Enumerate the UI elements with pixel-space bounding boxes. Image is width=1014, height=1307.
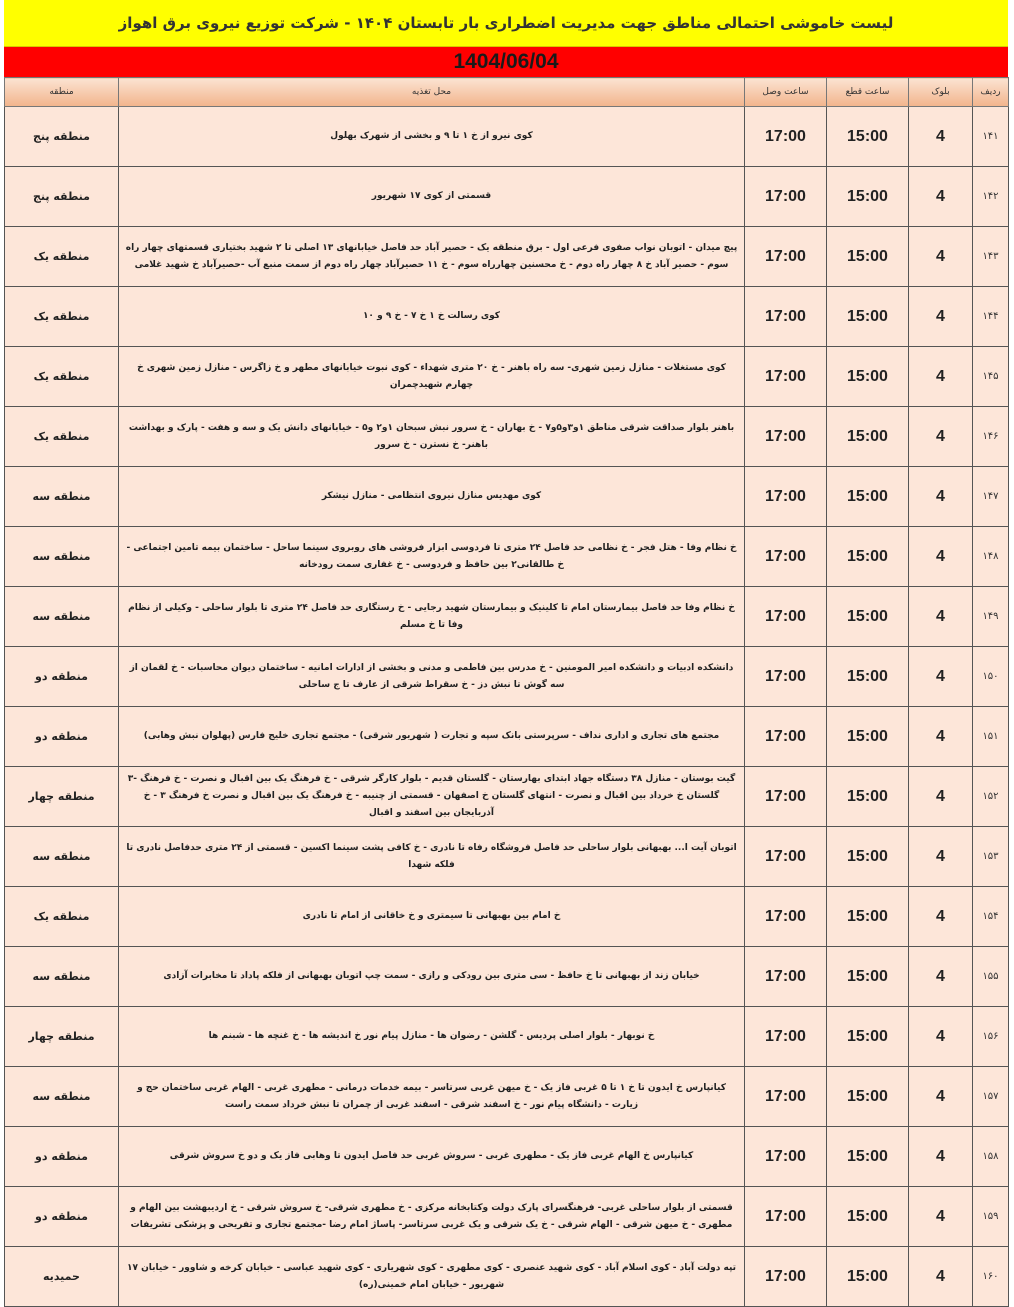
reconnect-time-cell: 17:00: [745, 1007, 827, 1067]
location-cell: کوی مهدیس منازل نیروی انتظامی - منازل نیشکر: [119, 467, 745, 527]
region-cell: حمیدیه: [5, 1247, 119, 1307]
row-number-cell: ۱۴۵: [973, 347, 1009, 407]
column-header-block: بلوک: [909, 78, 973, 107]
title-banner: [4, 0, 1008, 47]
location-cell: گیت بوستان - منازل ۳۸ دستگاه جهاد ابتدای بهارستان - گلستان قدیم - بلوار کارگر شرقی - خ فرهنگ یک بین اقبال و نصرت - خ فرهنگ -۳ گلستان خ خرداد بین اقبال و نصرت - انتهای گلستان خ اصفهان - قسمتی از چنیبه - خ فرهنگ یک بین اقبال و نصرت خ فرهنگ ۳ - خ آذربایجان بین اسفند و اقبال: [119, 767, 745, 827]
table-row: [5, 167, 1009, 227]
row-number-cell: ۱۵۵: [973, 947, 1009, 1007]
table-row: [5, 1007, 1009, 1067]
cut-time-cell: 15:00: [827, 947, 909, 1007]
location-cell: خ نظام وفا - هتل فجر - خ نظامی حد فاصل ۲۴ متری تا فردوسی ابزار فروشی های روبروی سینما ساحل - ساختمان بیمه تامین اجتماعی - خ طالقانی۲ بین حافظ و فردوسی - خ غفاری سمت رودخانه: [119, 527, 745, 587]
location-cell: پیچ میدان - اتوبان نواب صفوی فرعی اول - برق منطقه یک - حصیر آباد حد فاصل خیابانهای ۱۳ اصلی تا ۲ شهید بختیاری قسمتهای چهار راه سوم - حصیر آباد خ ۸ چهار راه دوم - خ محسنین چهارراه سوم - خ ۱۱ حصیرآباد چهار راه دوم از سمت منبع آب -حصیرآباد خ شهید غلامی: [119, 227, 745, 287]
location-cell: تپه دولت آباد - کوی اسلام آباد - کوی شهید عنصری - کوی مطهری - کوی شهریاری - کوی شهید عباسی - خیابان کرخه و شاوور - خیابان ۱۷ شهریور - خیابان امام خمینی(ره): [119, 1247, 745, 1307]
reconnect-time-cell: 17:00: [745, 347, 827, 407]
block-cell: 4: [909, 1187, 973, 1247]
reconnect-time-cell: 17:00: [745, 1067, 827, 1127]
block-cell: 4: [909, 1067, 973, 1127]
table-row: [5, 707, 1009, 767]
row-number-cell: ۱۶۰: [973, 1247, 1009, 1307]
table-row: [5, 227, 1009, 287]
location-cell: کوی رسالت خ ۱ خ ۷ - خ ۹ و ۱۰: [119, 287, 745, 347]
block-cell: 4: [909, 347, 973, 407]
column-header-cut-time: ساعت قطع: [827, 78, 909, 107]
row-number-cell: ۱۴۱: [973, 107, 1009, 167]
column-header-region: منطقه: [5, 78, 119, 107]
table-row: [5, 1187, 1009, 1247]
region-cell: منطقه سه: [5, 467, 119, 527]
region-cell: منطقه چهار: [5, 767, 119, 827]
region-cell: منطقه سه: [5, 947, 119, 1007]
region-cell: منطقه یک: [5, 287, 119, 347]
cut-time-cell: 15:00: [827, 347, 909, 407]
block-cell: 4: [909, 467, 973, 527]
location-cell: مجتمع های تجاری و اداری نداف - سرپرستی بانک سپه و تجارت ( شهریور شرقی) - مجتمع تجاری خلیج فارس (پهلوان نبش وهابی): [119, 707, 745, 767]
table-row: [5, 347, 1009, 407]
table-row: [5, 527, 1009, 587]
region-cell: منطقه دو: [5, 647, 119, 707]
cut-time-cell: 15:00: [827, 167, 909, 227]
block-cell: 4: [909, 887, 973, 947]
reconnect-time-cell: 17:00: [745, 767, 827, 827]
row-number-cell: ۱۵۷: [973, 1067, 1009, 1127]
reconnect-time-cell: 17:00: [745, 887, 827, 947]
block-cell: 4: [909, 1007, 973, 1067]
location-cell: کیانپارس خ ایدون تا خ ۱ تا ۵ غربی فاز یک - خ میهن غربی سرتاسر - بیمه خدمات درمانی - مطهری غربی - الهام غربی ساختمان حج و زیارت - دانشگاه پیام نور - خ اسفند شرقی - اسفند غربی از چمران تا نبش خرداد سمت راست: [119, 1067, 745, 1127]
region-cell: منطقه دو: [5, 1127, 119, 1187]
outage-table: [4, 77, 1009, 1307]
region-cell: منطقه سه: [5, 587, 119, 647]
reconnect-time-cell: 17:00: [745, 1187, 827, 1247]
block-cell: 4: [909, 647, 973, 707]
cut-time-cell: 15:00: [827, 527, 909, 587]
region-cell: منطقه چهار: [5, 1007, 119, 1067]
table-row: [5, 887, 1009, 947]
location-cell: اتوبان آیت ا... بهبهانی بلوار ساحلی حد فاصل فروشگاه رفاه تا نادری - خ کافی پشت سینما اکسین - قسمتی از ۲۴ متری حدفاصل نادری تا فلکه شهدا: [119, 827, 745, 887]
row-number-cell: ۱۵۲: [973, 767, 1009, 827]
reconnect-time-cell: 17:00: [745, 227, 827, 287]
reconnect-time-cell: 17:00: [745, 527, 827, 587]
region-cell: منطقه سه: [5, 527, 119, 587]
location-cell: کوی مستغلات - منازل زمین شهری- سه راه باهنر - خ ۲۰ متری شهداء - کوی نبوت خیابانهای مطهر و خ زاگرس - منازل زمین شهری خ چهارم شهیدچمران: [119, 347, 745, 407]
row-number-cell: ۱۴۷: [973, 467, 1009, 527]
location-cell: خ امام بین بهبهانی تا سیمتری و خ خاقانی از امام تا نادری: [119, 887, 745, 947]
row-number-cell: ۱۴۸: [973, 527, 1009, 587]
location-cell: قسمتی از کوی ۱۷ شهریور: [119, 167, 745, 227]
reconnect-time-cell: 17:00: [745, 647, 827, 707]
column-header-reconnect-time: ساعت وصل: [745, 78, 827, 107]
row-number-cell: ۱۴۳: [973, 227, 1009, 287]
reconnect-time-cell: 17:00: [745, 467, 827, 527]
table-row: [5, 947, 1009, 1007]
table-row: [5, 467, 1009, 527]
region-cell: منطقه سه: [5, 1067, 119, 1127]
table-row: [5, 407, 1009, 467]
block-cell: 4: [909, 227, 973, 287]
block-cell: 4: [909, 1127, 973, 1187]
location-cell: کوی نیرو از خ ۱ تا ۹ و بخشی از شهرک بهلول: [119, 107, 745, 167]
row-number-cell: ۱۵۹: [973, 1187, 1009, 1247]
column-header-row-number: ردیف: [973, 78, 1009, 107]
reconnect-time-cell: 17:00: [745, 107, 827, 167]
document-title: لیست خاموشی احتمالی مناطق جهت مدیریت اضطراری بار تابستان ۱۴۰۴ - شرکت توزیع نیروی برق اهواز: [118, 14, 894, 32]
block-cell: 4: [909, 947, 973, 1007]
row-number-cell: ۱۵۴: [973, 887, 1009, 947]
row-number-cell: ۱۴۲: [973, 167, 1009, 227]
reconnect-time-cell: 17:00: [745, 1247, 827, 1307]
table-row: [5, 287, 1009, 347]
row-number-cell: ۱۵۶: [973, 1007, 1009, 1067]
reconnect-time-cell: 17:00: [745, 287, 827, 347]
table-row: [5, 1247, 1009, 1307]
block-cell: 4: [909, 587, 973, 647]
cut-time-cell: 15:00: [827, 887, 909, 947]
cut-time-cell: 15:00: [827, 1247, 909, 1307]
block-cell: 4: [909, 107, 973, 167]
region-cell: منطقه پنج: [5, 107, 119, 167]
block-cell: 4: [909, 407, 973, 467]
cut-time-cell: 15:00: [827, 1067, 909, 1127]
location-cell: خ نوبهار - بلوار اصلی پردیس - گلشن - رضوان ها - منازل پیام نور خ اندیشه ها - خ غنچه ها - شبنم ها: [119, 1007, 745, 1067]
block-cell: 4: [909, 527, 973, 587]
location-cell: باهنر بلوار صداقت شرقی مناطق ۱و۳و۵و۷ - خ بهاران - خ سرور نبش سبحان ۱و۲ و۵ - خیابانهای دانش یک و سه و هفت - پارک و بهداشت باهنر- خ نسترن - خ سرور: [119, 407, 745, 467]
location-cell: قسمتی از بلوار ساحلی غربی- فرهنگسرای پارک دولت وکتابخانه مرکزی - خ مطهری شرقی- خ سروش شرقی - خ اردیبهشت بین الهام و مطهری - خ میهن شرقی - الهام شرقی - خ یک شرقی و یک غربی سرتاسر- پاساژ امام رضا -مجتمع تجاری و تفریحی و پزشکی تشریفات: [119, 1187, 745, 1247]
row-number-cell: ۱۴۴: [973, 287, 1009, 347]
cut-time-cell: 15:00: [827, 767, 909, 827]
region-cell: منطقه دو: [5, 707, 119, 767]
cut-time-cell: 15:00: [827, 407, 909, 467]
region-cell: منطقه یک: [5, 227, 119, 287]
row-number-cell: ۱۴۹: [973, 587, 1009, 647]
location-cell: کیانپارس خ الهام غربی فاز یک - مطهری غربی - سروش غربی حد فاصل ایدون تا وهابی فاز یک و دو خ سروش شرقی: [119, 1127, 745, 1187]
block-cell: 4: [909, 1247, 973, 1307]
region-cell: منطقه یک: [5, 887, 119, 947]
cut-time-cell: 15:00: [827, 827, 909, 887]
block-cell: 4: [909, 827, 973, 887]
row-number-cell: ۱۴۶: [973, 407, 1009, 467]
region-cell: منطقه یک: [5, 347, 119, 407]
cut-time-cell: 15:00: [827, 707, 909, 767]
outage-schedule-document: [4, 0, 1008, 1307]
region-cell: منطقه سه: [5, 827, 119, 887]
row-number-cell: ۱۵۳: [973, 827, 1009, 887]
cut-time-cell: 15:00: [827, 227, 909, 287]
block-cell: 4: [909, 707, 973, 767]
block-cell: 4: [909, 167, 973, 227]
cut-time-cell: 15:00: [827, 467, 909, 527]
table-body: [5, 107, 1009, 1307]
reconnect-time-cell: 17:00: [745, 827, 827, 887]
cut-time-cell: 15:00: [827, 1127, 909, 1187]
region-cell: منطقه دو: [5, 1187, 119, 1247]
column-header-location: محل تغذیه: [119, 78, 745, 107]
cut-time-cell: 15:00: [827, 1007, 909, 1067]
table-row: [5, 827, 1009, 887]
block-cell: 4: [909, 287, 973, 347]
row-number-cell: ۱۵۱: [973, 707, 1009, 767]
table-row: [5, 107, 1009, 167]
location-cell: دانشکده ادبیات و دانشکده امیر المومنین - خ مدرس بین فاطمی و مدنی و بخشی از ادارات امانیه - ساختمان دیوان محاسبات - خ لقمان از سه گوش تا نبش دز - خ سقراط شرقی از عارف تا ج ساحلی: [119, 647, 745, 707]
reconnect-time-cell: 17:00: [745, 167, 827, 227]
cut-time-cell: 15:00: [827, 647, 909, 707]
table-row: [5, 647, 1009, 707]
location-cell: خ نظام وفا حد فاصل بیمارستان امام تا کلینیک و بیمارستان شهید رجایی - خ رستگاری حد فاصل ۲۴ متری تا بلوار ساحلی - وکیلی از نظام وفا تا خ مسلم: [119, 587, 745, 647]
table-row: [5, 587, 1009, 647]
cut-time-cell: 15:00: [827, 107, 909, 167]
table-header-row: [5, 78, 1009, 107]
cut-time-cell: 15:00: [827, 587, 909, 647]
date-banner: [4, 47, 1008, 77]
reconnect-time-cell: 17:00: [745, 947, 827, 1007]
region-cell: منطقه پنج: [5, 167, 119, 227]
reconnect-time-cell: 17:00: [745, 1127, 827, 1187]
cut-time-cell: 15:00: [827, 287, 909, 347]
table-row: [5, 1127, 1009, 1187]
block-cell: 4: [909, 767, 973, 827]
row-number-cell: ۱۵۸: [973, 1127, 1009, 1187]
region-cell: منطقه یک: [5, 407, 119, 467]
reconnect-time-cell: 17:00: [745, 707, 827, 767]
table-row: [5, 767, 1009, 827]
reconnect-time-cell: 17:00: [745, 407, 827, 467]
cut-time-cell: 15:00: [827, 1187, 909, 1247]
location-cell: خیابان زند از بهبهانی تا خ حافظ - سی متری بین رودکی و رازی - سمت چپ اتوبان بهبهانی از فلکه پاداد تا مخابرات آزادی: [119, 947, 745, 1007]
table-row: [5, 1067, 1009, 1127]
reconnect-time-cell: 17:00: [745, 587, 827, 647]
row-number-cell: ۱۵۰: [973, 647, 1009, 707]
schedule-date: 1404/06/04: [453, 50, 559, 73]
